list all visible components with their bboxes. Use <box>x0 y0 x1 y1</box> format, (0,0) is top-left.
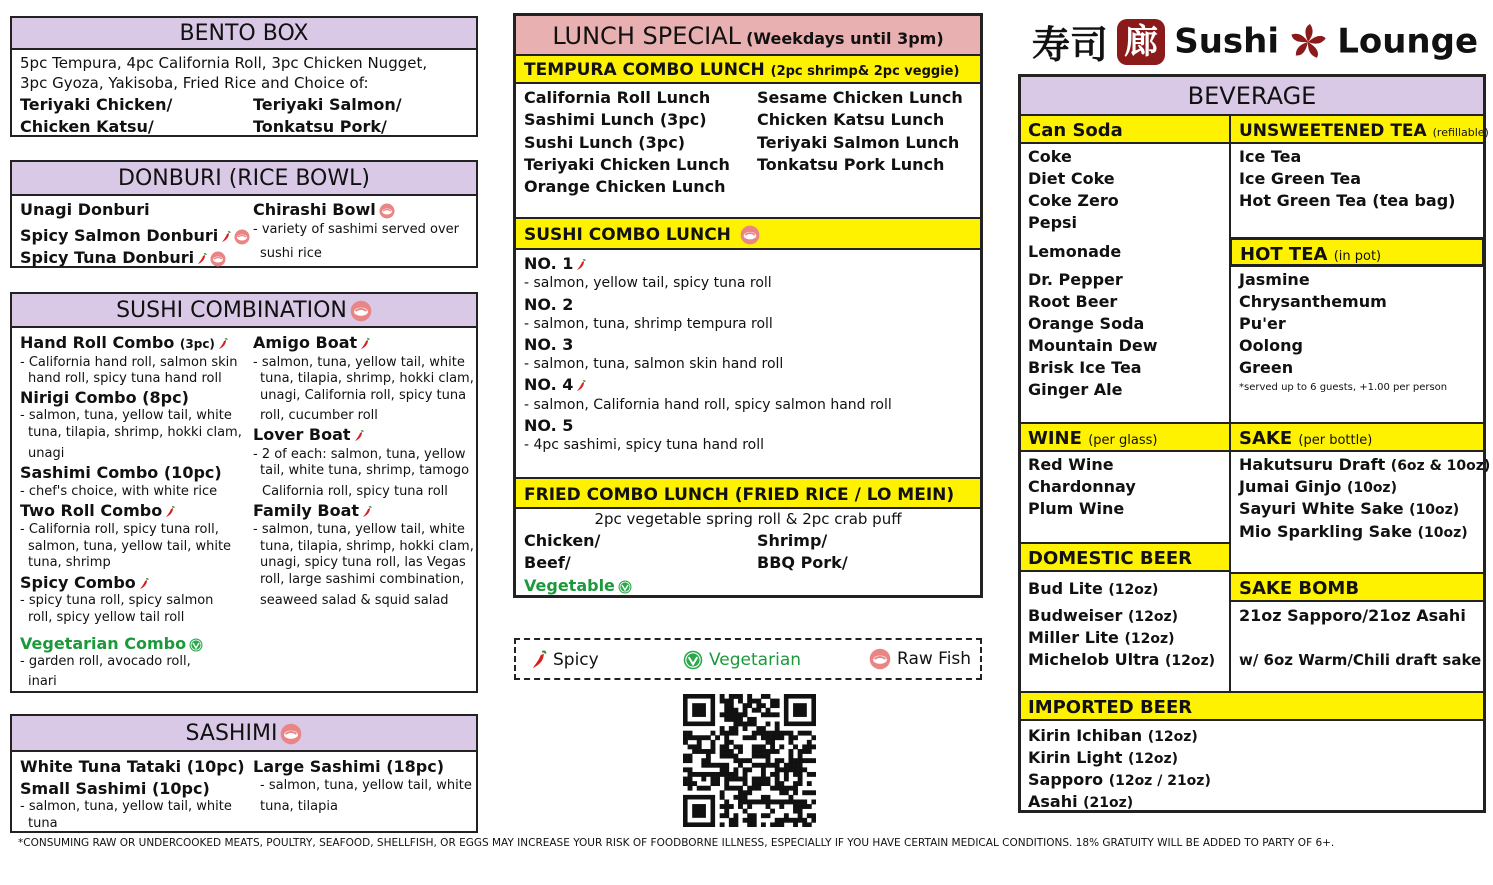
raw-fish-icon <box>379 203 395 219</box>
hot-tea-footnote: *served up to 6 guests, +1.00 per person <box>1239 382 1448 393</box>
beverage-item <box>1028 579 1158 598</box>
section-title-text: SASHIMI <box>185 721 278 746</box>
chili-icon <box>362 506 372 518</box>
fried-combo-desc: 2pc vegetable spring roll & 2pc crab puff <box>594 510 902 528</box>
bento-option: Teriyaki Chicken/ <box>20 95 173 114</box>
bento-option: Chicken Katsu/ <box>20 117 154 136</box>
item-desc: hand roll, spicy tuna hand roll <box>28 371 222 386</box>
raw-fish-icon <box>350 300 372 322</box>
subsection-note: (in pot) <box>1333 249 1382 264</box>
item-desc: - salmon, tuna, yellow tail, white <box>253 355 465 370</box>
menu-item-label: Family Boat <box>253 501 360 520</box>
item-desc: tail, white tuna, shrimp, tamogo <box>260 463 470 478</box>
menu-item-label: NO. 4 <box>524 375 574 394</box>
sashimi-title <box>12 716 476 752</box>
menu-item: NO. 3 <box>524 335 574 354</box>
lunch-special-section <box>513 13 983 598</box>
section-title-text: SUSHI COMBINATION <box>116 298 347 323</box>
logo-name-1: Sushi <box>1174 21 1279 62</box>
sushi-combination-section <box>10 292 478 693</box>
item-desc: roll, spicy yellow tail roll <box>28 610 185 625</box>
beverage-item: Chrysanthemum <box>1239 292 1387 311</box>
beverage-name: Sapporo <box>1028 770 1104 789</box>
beverage-size: (10oz) <box>1346 480 1397 496</box>
item-desc: - garden roll, avocado roll, <box>20 654 191 669</box>
bento-box-section <box>10 16 478 137</box>
menu-item: Unagi Donburi <box>20 200 150 219</box>
piece-count: (3pc) <box>179 337 215 351</box>
sake-bomb-header: SAKE BOMB <box>1229 572 1483 602</box>
item-desc: tuna, tilapia, shrimp, hokki clam, <box>260 371 474 386</box>
beverage-name: Jumai Ginjo <box>1239 477 1342 496</box>
menu-item-label: Spicy Tuna Donburi <box>20 248 195 267</box>
menu-item <box>20 226 250 245</box>
legend-label: Raw Fish <box>897 649 972 669</box>
beverage-item: Dr. Pepper <box>1028 270 1123 289</box>
item-desc: - salmon, tuna, shrimp tempura roll <box>524 316 773 332</box>
menu-item: Chicken/ <box>524 531 601 550</box>
subsection-note: (refillable) <box>1432 126 1489 139</box>
menu-item: NO. 5 <box>524 416 574 435</box>
menu-item <box>253 425 364 444</box>
beverage-item <box>1239 455 1490 474</box>
menu-item <box>253 333 370 352</box>
chili-icon <box>165 506 175 518</box>
beverage-size: (21oz) <box>1083 795 1134 811</box>
beverage-name: Hakutsuru Draft <box>1239 455 1386 474</box>
item-desc: - 4pc sashimi, spicy tuna hand roll <box>524 437 765 453</box>
beverage-item: Lemonade <box>1028 242 1122 261</box>
menu-item: Tonkatsu Pork Lunch <box>757 155 945 174</box>
menu-item: Orange Chicken Lunch <box>524 177 726 196</box>
subsection-title: TEMPURA COMBO LUNCH <box>524 60 765 80</box>
beverage-item: Mountain Dew <box>1028 336 1158 355</box>
beverage-item: Coke <box>1028 147 1072 166</box>
item-desc: - 2 of each: salmon, tuna, yellow <box>253 447 466 462</box>
bento-desc-2: 3pc Gyoza, Yakisoba, Fried Rice and Choice of: <box>20 74 369 92</box>
beverage-name: Miller Lite <box>1028 628 1119 647</box>
menu-item <box>20 248 226 267</box>
vegetarian-icon <box>618 580 632 594</box>
subsection-title: SAKE <box>1239 428 1293 449</box>
beverage-item: Red Wine <box>1028 455 1114 474</box>
menu-item <box>20 634 203 653</box>
menu-item <box>20 333 228 352</box>
beverage-size: (12oz / 21oz) <box>1108 773 1211 789</box>
vegetarian-icon <box>683 650 703 670</box>
item-desc: - chef's choice, with white rice <box>20 484 218 499</box>
beverage-item: Oolong <box>1239 336 1303 355</box>
item-desc: - salmon, California hand roll, spicy salmon hand roll <box>524 397 892 413</box>
item-desc: tuna, tilapia, shrimp, hokki clam, <box>260 539 474 554</box>
beverage-item: Ice Green Tea <box>1239 169 1361 188</box>
item-desc: tuna, tilapia, shrimp, hokki clam, <box>28 425 242 440</box>
imported-beer-header: IMPORTED BEER <box>1021 691 1483 721</box>
beverage-size: (12oz) <box>1127 751 1179 767</box>
beverage-size: (10oz) <box>1409 502 1460 518</box>
beverage-item <box>1028 650 1215 669</box>
menu-item <box>20 501 175 520</box>
beverage-item <box>1239 522 1468 541</box>
item-desc: tuna, shrimp <box>28 555 111 570</box>
subsection-title: UNSWEETENED TEA <box>1239 121 1427 141</box>
menu-item: Large Sashimi (18pc) <box>253 757 445 776</box>
sake-bomb-note: w/ 6oz Warm/Chili draft sake <box>1239 651 1482 669</box>
donburi-section <box>10 160 478 268</box>
menu-item <box>524 576 632 595</box>
menu-item <box>524 375 586 394</box>
menu-item-label: Chirashi Bowl <box>253 200 376 219</box>
raw-fish-icon <box>234 229 250 245</box>
item-desc: roll, large sashimi combination, <box>260 572 465 587</box>
item-desc: unagi, California roll, spicy tuna <box>260 388 467 403</box>
beverage-name: Sayuri White Sake <box>1239 499 1404 518</box>
menu-item: Chicken Katsu Lunch <box>757 110 945 129</box>
beverage-item: Root Beer <box>1028 292 1118 311</box>
menu-item <box>524 254 586 273</box>
unsweetened-tea-header <box>1229 114 1489 144</box>
menu-item <box>253 200 395 219</box>
restaurant-logo <box>1032 14 1478 66</box>
raw-fish-icon <box>210 251 226 267</box>
beverage-item <box>1239 499 1459 518</box>
beverage-item: Chardonnay <box>1028 477 1136 496</box>
subsection-title: WINE <box>1028 428 1082 449</box>
raw-fish-icon <box>869 648 891 670</box>
lunch-title-text: LUNCH SPECIAL <box>552 22 741 50</box>
item-desc: California roll, spicy tuna roll <box>262 484 448 499</box>
subsection-note: (per bottle) <box>1298 433 1373 448</box>
menu-item: Sashimi Combo (10pc) <box>20 463 222 482</box>
beverage-item: Orange Soda <box>1028 314 1145 333</box>
chili-icon <box>576 259 586 271</box>
menu-item: Nirigi Combo (8pc) <box>20 388 189 407</box>
tempura-combo-header <box>516 54 980 84</box>
bento-desc-1: 5pc Tempura, 4pc California Roll, 3pc Chicken Nugget, <box>20 54 428 72</box>
menu-item: Beef/ <box>524 553 571 572</box>
beverage-name: Mio Sparkling Sake <box>1239 522 1413 541</box>
bento-box-title: BENTO BOX <box>12 18 476 50</box>
menu-item <box>253 501 372 520</box>
menu-item: Small Sashimi (10pc) <box>20 779 210 798</box>
beverage-name: Michelob Ultra <box>1028 650 1160 669</box>
item-desc: roll, cucumber roll <box>260 408 378 423</box>
chili-icon <box>139 578 149 590</box>
legend-vegetarian <box>680 650 801 670</box>
legend-raw-fish <box>866 648 971 670</box>
lunch-special-title <box>516 16 980 54</box>
item-desc: - variety of sashimi served over <box>253 222 459 237</box>
beverage-item <box>1028 628 1175 647</box>
bauhinia-icon <box>1288 22 1328 62</box>
icon-legend <box>514 638 982 680</box>
menu-item: Sesame Chicken Lunch <box>757 88 963 107</box>
beverage-size: (12oz) <box>1124 631 1175 647</box>
beverage-item: Pepsi <box>1028 213 1078 232</box>
menu-item-label: Spicy Salmon Donburi <box>20 226 219 245</box>
footer-disclaimer: *CONSUMING RAW OR UNDERCOOKED MEATS, POULTRY, SEAFOOD, SHELLFISH, OR EGGS MAY INCREASE YOUR RISK OF FOODBORNE ILLNESS, ESPECIALLY IF YOU HAVE CERTAIN MEDICAL CONDITIONS. 18% GRATUITY WILL BE ADDED TO PARTY OF 6+. <box>18 837 1335 849</box>
beverage-size: (10oz) <box>1417 525 1468 541</box>
menu-item: Teriyaki Salmon Lunch <box>757 133 960 152</box>
menu-item-label: Lover Boat <box>253 425 351 444</box>
subsection-note: (per glass) <box>1088 433 1158 448</box>
menu-item-label: Amigo Boat <box>253 333 358 352</box>
fried-combo-lunch-header: FRIED COMBO LUNCH (FRIED RICE / LO MEIN) <box>516 477 980 509</box>
beverage-name: Bud Lite <box>1028 579 1103 598</box>
donburi-title: DONBURI (RICE BOWL) <box>12 162 476 196</box>
beverage-item: Pu'er <box>1239 314 1286 333</box>
menu-item-label: Vegetarian Combo <box>20 634 187 653</box>
item-desc: unagi <box>28 446 65 461</box>
item-desc: - salmon, tuna, yellow tail, white <box>20 408 232 423</box>
hot-tea-header <box>1229 237 1485 267</box>
beverage-item: Diet Coke <box>1028 169 1115 188</box>
item-desc: tuna, tilapia <box>260 799 338 814</box>
sake-bomb-item: 21oz Sapporo/21oz Asahi <box>1239 606 1466 625</box>
item-desc: - salmon, tuna, yellow tail, white <box>260 778 472 793</box>
item-desc: inari <box>28 674 57 689</box>
beverage-item: Jasmine <box>1239 270 1310 289</box>
beverage-size: (12oz) <box>1108 582 1159 598</box>
beverage-item: Hot Green Tea (tea bag) <box>1239 191 1456 210</box>
beverage-item: Plum Wine <box>1028 499 1125 518</box>
chili-icon <box>197 253 207 265</box>
legend-label: Vegetarian <box>709 650 802 670</box>
wine-header <box>1021 422 1231 452</box>
beverage-title: BEVERAGE <box>1021 77 1483 114</box>
beverage-item <box>1028 770 1211 789</box>
beverage-item: Coke Zero <box>1028 191 1119 210</box>
menu-item <box>20 573 149 592</box>
menu-item: Shrimp/ <box>757 531 828 550</box>
item-desc: - California hand roll, salmon skin <box>20 355 238 370</box>
beverage-item: Ice Tea <box>1239 147 1302 166</box>
beverage-item: Green <box>1239 358 1294 377</box>
lunch-title-note: (Weekdays until 3pm) <box>746 29 944 48</box>
item-desc: salmon, tuna, yellow tail, white <box>28 539 232 554</box>
item-desc: - salmon, tuna, salmon skin hand roll <box>524 356 784 372</box>
chili-icon <box>354 430 364 442</box>
menu-item: Sashimi Lunch (3pc) <box>524 110 707 129</box>
beverage-item <box>1028 726 1198 745</box>
menu-item: BBQ Pork/ <box>757 553 848 572</box>
bento-option: Teriyaki Salmon/ <box>253 95 402 114</box>
sashimi-section <box>10 714 478 833</box>
item-desc: - salmon, tuna, yellow tail, white <box>20 799 232 814</box>
logo-chinese: 寿司 <box>1032 22 1109 67</box>
beverage-item <box>1028 606 1178 625</box>
legend-label: Spicy <box>553 650 599 670</box>
can-soda-header: Can Soda <box>1021 114 1231 144</box>
sake-header <box>1229 422 1483 452</box>
menu-item-label: Vegetable <box>524 576 615 595</box>
menu-item-label: NO. 1 <box>524 254 574 273</box>
beverage-size: (12oz) <box>1128 609 1179 625</box>
menu-item: California Roll Lunch <box>524 88 711 107</box>
item-desc: - salmon, yellow tail, spicy tuna roll <box>524 275 772 291</box>
chili-icon <box>218 338 228 350</box>
beverage-size: (12oz) <box>1165 653 1216 669</box>
chili-icon <box>576 380 586 392</box>
item-desc: tuna <box>28 816 58 831</box>
qr-code[interactable] <box>683 694 816 827</box>
beverage-name: Asahi <box>1028 792 1078 811</box>
menu-item-label: Hand Roll Combo <box>20 333 175 352</box>
menu-item-label: Two Roll Combo <box>20 501 163 520</box>
item-desc: - salmon, tuna, yellow tail, white <box>253 522 465 537</box>
beverage-name: Kirin Ichiban <box>1028 726 1143 745</box>
beverage-item: Ginger Ale <box>1028 380 1123 399</box>
sushi-combination-title <box>12 294 476 328</box>
item-desc: - spicy tuna roll, spicy salmon <box>20 593 214 608</box>
item-desc: unagi, spicy tuna roll, las Vegas <box>260 555 466 570</box>
logo-seal: 廊 <box>1117 19 1165 65</box>
beverage-item <box>1028 748 1178 767</box>
beverage-name: Kirin Light <box>1028 748 1123 767</box>
raw-fish-icon <box>280 723 302 745</box>
chili-icon <box>221 231 231 243</box>
item-desc: sushi rice <box>260 246 322 261</box>
item-desc: seaweed salad & squid salad <box>260 593 449 608</box>
subsection-note: (2pc shrimp& 2pc veggie) <box>770 64 960 79</box>
beverage-item <box>1028 792 1133 811</box>
beverage-item <box>1239 477 1397 496</box>
subsection-title: HOT TEA <box>1240 244 1328 265</box>
beverage-item: Brisk Ice Tea <box>1028 358 1142 377</box>
chili-icon <box>360 338 370 350</box>
column-divider <box>1229 114 1231 691</box>
menu-item: Sushi Lunch (3pc) <box>524 133 685 152</box>
beverage-size: (6oz & 10oz) <box>1390 458 1491 474</box>
legend-spicy <box>528 650 599 670</box>
logo-name-2: Lounge <box>1337 21 1479 62</box>
menu-item: NO. 2 <box>524 295 574 314</box>
beverage-size: (12oz) <box>1147 729 1198 745</box>
menu-item: Teriyaki Chicken Lunch <box>524 155 730 174</box>
bento-option: Tonkatsu Pork/ <box>253 117 387 136</box>
raw-fish-icon <box>740 225 760 245</box>
beverage-section <box>1018 74 1491 813</box>
sushi-combo-lunch-header <box>516 217 980 250</box>
menu-item: White Tuna Tataki (10pc) <box>20 757 245 776</box>
subsection-title: SUSHI COMBO LUNCH <box>524 225 731 245</box>
domestic-beer-header: DOMESTIC BEER <box>1021 542 1231 572</box>
beverage-name: Budweiser <box>1028 606 1123 625</box>
chili-icon <box>531 650 547 670</box>
vegetarian-icon <box>189 638 203 652</box>
item-desc: - California roll, spicy tuna roll, <box>20 522 219 537</box>
menu-item-label: Spicy Combo <box>20 573 136 592</box>
